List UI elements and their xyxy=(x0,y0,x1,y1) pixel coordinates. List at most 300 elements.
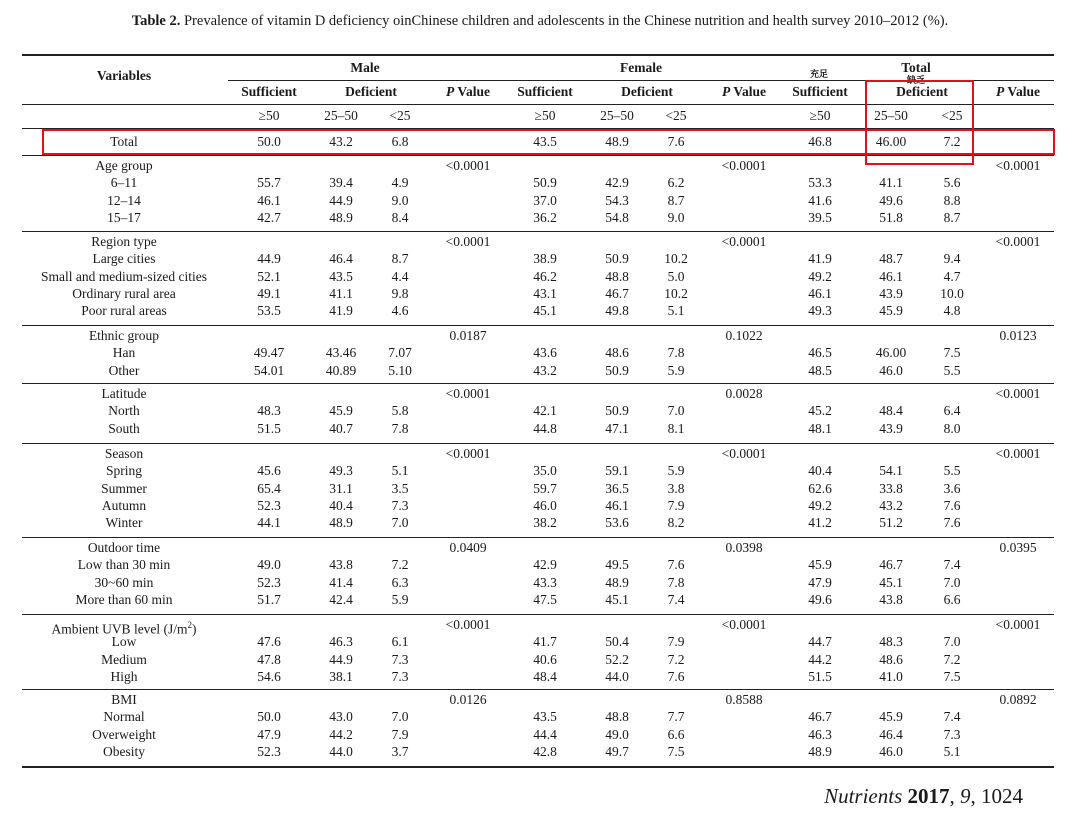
male-pvalue-header: P Value xyxy=(446,84,490,99)
data-row-3-2-variable: South xyxy=(108,420,140,436)
male-ge50: ≥50 xyxy=(258,108,280,123)
data-row-0-2-female-sufficient: 37.0 xyxy=(533,192,557,208)
data-row-6-1-female-25-50: 50.4 xyxy=(605,634,629,650)
data-row-1-4-female-lt25: 5.1 xyxy=(667,303,685,319)
data-row-1-2-total-lt25: 4.7 xyxy=(943,268,961,284)
journal-volume: 9 xyxy=(960,784,971,808)
data-row-5-1-total-25-50: 46.7 xyxy=(879,557,903,573)
data-row-6-2-variable: Medium xyxy=(101,651,147,667)
data-row-6-1-total-lt25: 7.0 xyxy=(943,634,961,650)
data-row-4-2-total-lt25: 3.6 xyxy=(943,480,961,496)
data-row-7-1-female-25-50: 48.8 xyxy=(605,709,629,725)
data-row-2-1-female-25-50: 48.6 xyxy=(605,345,629,361)
data-row-1-3-female-lt25: 10.2 xyxy=(664,285,688,301)
data-row-6-3-total-lt25: 7.5 xyxy=(943,668,961,684)
data-row-4-2-total-25-50: 33.8 xyxy=(879,480,903,496)
data-row-1-4-male-lt25: 4.6 xyxy=(391,303,409,319)
group-header-2-0-variable: Ethnic group xyxy=(88,328,160,343)
data-row-1-4-variable: Poor rural areas xyxy=(81,303,167,319)
data-row-0-2-total-sufficient: 41.6 xyxy=(808,192,832,208)
data-row-5-3-female-sufficient: 47.5 xyxy=(533,591,557,607)
data-row-4-4-female-lt25: 8.2 xyxy=(667,515,685,531)
data-row-2-1-male-25-50: 43.46 xyxy=(325,345,357,361)
total-row-male-sufficient: 50.0 xyxy=(257,134,281,149)
data-row-1-2-total-25-50: 46.1 xyxy=(879,268,903,284)
data-row-5-2-female-sufficient: 43.3 xyxy=(533,574,557,590)
data-row-1-2-male-25-50: 43.5 xyxy=(329,268,353,284)
data-row-0-1-male-lt25: 4.9 xyxy=(391,175,409,191)
data-row-5-2-variable: 30~60 min xyxy=(94,574,154,590)
group-header-7-0-total-p-value: 0.0892 xyxy=(999,692,1037,707)
group-divider xyxy=(22,443,1054,444)
data-row-2-1-total-sufficient: 46.5 xyxy=(808,345,832,361)
group-header-4-0-variable: Season xyxy=(104,446,144,461)
group-divider xyxy=(22,537,1054,538)
header-total: Total xyxy=(901,60,931,75)
data-row-5-1-male-25-50: 43.8 xyxy=(329,557,353,573)
data-row-2-1-total-lt25: 7.5 xyxy=(943,345,961,361)
data-row-4-4-male-25-50: 48.9 xyxy=(329,515,353,531)
header-male: Male xyxy=(350,60,380,75)
data-row-4-3-total-25-50: 43.2 xyxy=(879,497,903,513)
data-row-7-2-total-sufficient: 46.3 xyxy=(808,726,832,742)
group-header-6-0-male-p-value: <0.0001 xyxy=(445,617,491,632)
group-header-3-0-total-p-value: <0.0001 xyxy=(995,386,1041,401)
data-row-3-2-total-25-50: 43.9 xyxy=(879,420,903,436)
data-row-3-2-female-sufficient: 44.8 xyxy=(533,420,557,436)
data-row-0-2-variable: 12–14 xyxy=(107,192,141,208)
data-row-5-2-total-sufficient: 47.9 xyxy=(808,574,832,590)
data-row-1-1-total-lt25: 9.4 xyxy=(943,251,961,267)
caption-text: Prevalence of vitamin D deficiency oinChinese children and adolescents in the Chinese nutrition and health survey 2010–2012 (%). xyxy=(183,13,949,29)
data-row-6-3-total-sufficient: 51.5 xyxy=(808,668,832,684)
total-pvalue-header: P Value xyxy=(996,84,1040,99)
group-header-2-0-female-p-value: 0.1022 xyxy=(725,328,763,343)
data-row-0-1-female-sufficient: 50.9 xyxy=(533,175,557,191)
data-row-1-2-total-sufficient: 49.2 xyxy=(808,268,832,284)
data-row-6-1-male-sufficient: 47.6 xyxy=(257,634,281,650)
data-row-2-1-total-25-50: 46.00 xyxy=(875,345,907,361)
data-row-7-3-male-sufficient: 52.3 xyxy=(257,743,281,759)
data-row-2-2-male-25-50: 40.89 xyxy=(325,362,357,378)
data-row-3-1-male-sufficient: 48.3 xyxy=(257,403,281,419)
group-header-1-0-total-p-value: <0.0001 xyxy=(995,234,1041,249)
data-row-4-2-total-sufficient: 62.6 xyxy=(808,480,832,496)
group-header-4-0-total-p-value: <0.0001 xyxy=(995,446,1041,461)
data-row-4-2-female-lt25: 3.8 xyxy=(667,480,685,496)
data-row-7-1-male-lt25: 7.0 xyxy=(391,709,409,725)
data-row-5-3-total-25-50: 43.8 xyxy=(879,591,903,607)
female-deficient-header: Deficient xyxy=(621,84,673,99)
female-lt25: <25 xyxy=(665,108,687,123)
data-row-1-2-male-sufficient: 52.1 xyxy=(257,268,281,284)
group-header-1-0-female-p-value: <0.0001 xyxy=(721,234,767,249)
data-row-0-2-total-25-50: 49.6 xyxy=(879,192,903,208)
data-row-4-2-variable: Summer xyxy=(101,480,147,496)
data-row-4-1-male-25-50: 49.3 xyxy=(329,463,353,479)
data-row-1-4-total-lt25: 4.8 xyxy=(943,303,961,319)
data-row-0-3-female-lt25: 9.0 xyxy=(667,209,685,225)
total-row-total-25-50: 46.00 xyxy=(875,134,907,149)
data-row-1-2-male-lt25: 4.4 xyxy=(391,268,409,284)
data-row-4-1-male-lt25: 5.1 xyxy=(391,463,409,479)
data-row-4-4-total-25-50: 51.2 xyxy=(879,515,903,531)
data-row-1-1-male-sufficient: 44.9 xyxy=(257,251,281,267)
group-header-3-0-male-p-value: <0.0001 xyxy=(445,386,491,401)
data-row-1-3-variable: Ordinary rural area xyxy=(72,285,176,301)
data-row-6-1-total-25-50: 48.3 xyxy=(879,634,903,650)
data-row-7-2-male-25-50: 44.2 xyxy=(329,726,353,742)
data-row-5-3-male-25-50: 42.4 xyxy=(329,591,353,607)
data-row-5-2-male-sufficient: 52.3 xyxy=(257,574,281,590)
data-row-1-4-male-sufficient: 53.5 xyxy=(257,303,281,319)
data-row-4-3-total-lt25: 7.6 xyxy=(943,497,961,513)
data-row-4-4-male-lt25: 7.0 xyxy=(391,515,409,531)
data-row-1-3-total-sufficient: 46.1 xyxy=(808,285,832,301)
data-row-1-1-female-25-50: 50.9 xyxy=(605,251,629,267)
data-row-3-2-male-sufficient: 51.5 xyxy=(257,420,281,436)
data-row-7-2-total-25-50: 46.4 xyxy=(879,726,903,742)
male-25-50: 25–50 xyxy=(324,108,358,123)
data-row-4-3-male-sufficient: 52.3 xyxy=(257,497,281,513)
total-row-total-sufficient: 46.8 xyxy=(808,134,832,149)
journal-name: Nutrients xyxy=(824,784,903,808)
data-row-6-1-male-25-50: 46.3 xyxy=(329,634,353,650)
annotation-sufficient: 充足 xyxy=(809,70,829,80)
data-row-0-1-male-25-50: 39.4 xyxy=(329,175,353,191)
data-row-6-2-male-25-50: 44.9 xyxy=(329,651,353,667)
data-row-3-1-total-25-50: 48.4 xyxy=(879,403,903,419)
data-row-7-3-male-lt25: 3.7 xyxy=(391,743,409,759)
group-header-2-0-total-p-value: 0.0123 xyxy=(999,328,1037,343)
data-row-0-1-variable: 6–11 xyxy=(110,175,138,191)
group-header-3-0-variable: Latitude xyxy=(101,386,147,401)
data-row-0-3-total-25-50: 51.8 xyxy=(879,209,903,225)
data-row-7-2-variable: Overweight xyxy=(92,726,156,742)
data-row-6-2-male-lt25: 7.3 xyxy=(391,651,409,667)
data-row-1-3-total-25-50: 43.9 xyxy=(879,285,903,301)
data-row-6-3-male-sufficient: 54.6 xyxy=(257,668,281,684)
group-header-5-0-male-p-value: 0.0409 xyxy=(449,540,487,555)
annotation-deficient: 缺乏 xyxy=(906,76,926,86)
data-row-7-2-male-lt25: 7.9 xyxy=(391,726,409,742)
data-row-3-2-total-sufficient: 48.1 xyxy=(808,420,832,436)
data-row-1-4-total-25-50: 45.9 xyxy=(879,303,903,319)
male-deficient-header: Deficient xyxy=(345,84,397,99)
group-header-4-0-male-p-value: <0.0001 xyxy=(445,446,491,461)
journal-year: 2017 xyxy=(907,784,950,808)
data-row-7-3-variable: Obesity xyxy=(103,743,145,759)
data-row-6-3-variable: High xyxy=(110,668,138,684)
group-header-0-0-total-p-value: <0.0001 xyxy=(995,158,1041,173)
data-row-0-3-female-sufficient: 36.2 xyxy=(533,209,557,225)
data-row-3-2-female-lt25: 8.1 xyxy=(667,420,685,436)
data-row-5-3-female-lt25: 7.4 xyxy=(667,591,685,607)
data-row-1-1-female-lt25: 10.2 xyxy=(664,251,688,267)
data-row-0-1-male-sufficient: 55.7 xyxy=(257,175,281,191)
group-header-1-0-variable: Region type xyxy=(91,234,157,249)
group-header-7-0-variable: BMI xyxy=(111,692,137,707)
data-row-0-2-female-25-50: 54.3 xyxy=(605,192,629,208)
data-row-3-2-male-lt25: 7.8 xyxy=(391,420,409,436)
data-row-4-3-variable: Autumn xyxy=(101,497,147,513)
data-row-6-1-female-sufficient: 41.7 xyxy=(533,634,557,650)
data-row-3-1-total-lt25: 6.4 xyxy=(943,403,961,419)
group-divider xyxy=(22,325,1054,326)
total-row-variable: Total xyxy=(110,134,138,149)
data-row-7-2-female-sufficient: 44.4 xyxy=(533,726,557,742)
data-row-4-1-female-25-50: 59.1 xyxy=(605,463,629,479)
total-sufficient-header: Sufficient xyxy=(792,84,848,99)
data-row-6-3-female-25-50: 44.0 xyxy=(605,668,629,684)
total-row-female-sufficient: 43.5 xyxy=(533,134,557,149)
data-row-4-2-female-25-50: 36.5 xyxy=(605,480,629,496)
group-divider xyxy=(22,614,1054,615)
data-row-0-1-female-lt25: 6.2 xyxy=(667,175,685,191)
data-row-5-2-female-25-50: 48.9 xyxy=(605,574,629,590)
data-row-7-1-female-sufficient: 43.5 xyxy=(533,709,557,725)
data-row-7-1-total-25-50: 45.9 xyxy=(879,709,903,725)
data-row-0-2-total-lt25: 8.8 xyxy=(943,192,961,208)
data-row-3-1-variable: North xyxy=(108,403,140,419)
data-row-4-3-male-lt25: 7.3 xyxy=(391,497,409,513)
data-row-0-2-male-lt25: 9.0 xyxy=(391,192,409,208)
data-row-5-1-male-sufficient: 49.0 xyxy=(257,557,281,573)
data-row-1-1-total-sufficient: 41.9 xyxy=(808,251,832,267)
data-row-4-3-female-lt25: 7.9 xyxy=(667,497,685,513)
data-row-1-3-female-sufficient: 43.1 xyxy=(533,285,557,301)
data-row-1-3-male-lt25: 9.8 xyxy=(391,285,409,301)
female-ge50: ≥50 xyxy=(534,108,556,123)
header-female: Female xyxy=(620,60,662,75)
data-row-0-3-male-lt25: 8.4 xyxy=(391,209,409,225)
data-row-2-2-male-lt25: 5.10 xyxy=(388,362,412,378)
data-row-4-1-total-lt25: 5.5 xyxy=(943,463,961,479)
data-row-4-3-male-25-50: 40.4 xyxy=(329,497,353,513)
data-row-7-1-total-lt25: 7.4 xyxy=(943,709,961,725)
group-divider xyxy=(22,383,1054,384)
data-row-2-1-male-sufficient: 49.47 xyxy=(253,345,285,361)
data-row-4-1-female-sufficient: 35.0 xyxy=(533,463,557,479)
data-row-2-2-variable: Other xyxy=(108,362,140,378)
data-row-6-2-male-sufficient: 47.8 xyxy=(257,651,281,667)
group-divider xyxy=(22,689,1054,690)
total-25-50: 25–50 xyxy=(874,108,908,123)
total-row-male-lt25: 6.8 xyxy=(391,134,409,149)
header-variables: Variables xyxy=(96,68,152,83)
data-row-5-3-variable: More than 60 min xyxy=(75,591,173,607)
data-row-4-4-male-sufficient: 44.1 xyxy=(257,515,281,531)
data-row-3-2-male-25-50: 40.7 xyxy=(329,420,353,436)
data-row-7-3-male-25-50: 44.0 xyxy=(329,743,353,759)
data-row-5-1-female-25-50: 49.5 xyxy=(605,557,629,573)
data-row-4-2-male-25-50: 31.1 xyxy=(329,480,353,496)
data-row-2-1-male-lt25: 7.07 xyxy=(388,345,412,361)
data-row-6-2-total-lt25: 7.2 xyxy=(943,651,961,667)
data-row-5-1-total-lt25: 7.4 xyxy=(943,557,961,573)
data-row-5-3-male-sufficient: 51.7 xyxy=(257,591,281,607)
total-row-female-lt25: 7.6 xyxy=(667,134,685,149)
data-row-1-1-male-lt25: 8.7 xyxy=(391,251,409,267)
data-row-1-3-male-sufficient: 49.1 xyxy=(257,285,281,301)
data-row-5-3-male-lt25: 5.9 xyxy=(391,591,409,607)
data-row-5-1-female-lt25: 7.6 xyxy=(667,557,685,573)
data-row-6-2-total-sufficient: 44.2 xyxy=(808,651,832,667)
caption-label: Table 2. xyxy=(131,13,181,29)
data-row-7-3-female-25-50: 49.7 xyxy=(605,743,629,759)
data-row-4-2-female-sufficient: 59.7 xyxy=(533,480,557,496)
data-row-3-1-female-lt25: 7.0 xyxy=(667,403,685,419)
data-row-0-3-total-lt25: 8.7 xyxy=(943,209,961,225)
data-row-5-2-male-25-50: 41.4 xyxy=(329,574,353,590)
data-row-0-3-female-25-50: 54.8 xyxy=(605,209,629,225)
data-row-7-2-total-lt25: 7.3 xyxy=(943,726,961,742)
group-header-6-0-total-p-value: <0.0001 xyxy=(995,617,1041,632)
data-row-1-2-variable: Small and medium-sized cities xyxy=(40,268,208,284)
data-row-6-2-total-25-50: 48.6 xyxy=(879,651,903,667)
highlight-total-row xyxy=(42,129,1055,155)
journal-footer: Nutrients 2017, 9, 1024 xyxy=(824,784,1023,808)
data-row-2-1-variable: Han xyxy=(112,345,136,361)
data-row-5-1-male-lt25: 7.2 xyxy=(391,557,409,573)
data-row-1-1-total-25-50: 48.7 xyxy=(879,251,903,267)
data-row-1-4-total-sufficient: 49.3 xyxy=(808,303,832,319)
data-row-4-4-total-sufficient: 41.2 xyxy=(808,515,832,531)
top-rule xyxy=(22,54,1054,56)
data-row-7-3-female-lt25: 7.5 xyxy=(667,743,685,759)
table-caption xyxy=(0,13,1080,30)
group-header-0-0-variable: Age group xyxy=(95,158,153,173)
data-row-2-1-female-sufficient: 43.6 xyxy=(533,345,557,361)
data-row-4-3-female-25-50: 46.1 xyxy=(605,497,629,513)
data-row-7-1-female-lt25: 7.7 xyxy=(667,709,685,725)
data-row-0-3-male-25-50: 48.9 xyxy=(329,209,353,225)
data-row-1-3-female-25-50: 46.7 xyxy=(605,285,629,301)
data-row-6-1-female-lt25: 7.9 xyxy=(667,634,685,650)
data-row-3-1-female-25-50: 50.9 xyxy=(605,403,629,419)
data-row-6-2-female-25-50: 52.2 xyxy=(605,651,629,667)
data-row-3-1-female-sufficient: 42.1 xyxy=(533,403,557,419)
data-row-5-1-female-sufficient: 42.9 xyxy=(533,557,557,573)
data-row-7-2-female-lt25: 6.6 xyxy=(667,726,685,742)
data-row-3-2-total-lt25: 8.0 xyxy=(943,420,961,436)
data-row-1-4-female-sufficient: 45.1 xyxy=(533,303,557,319)
data-row-6-1-variable: Low xyxy=(111,634,137,650)
data-row-1-1-variable: Large cities xyxy=(92,251,156,267)
data-row-4-4-female-sufficient: 38.2 xyxy=(533,515,557,531)
data-row-6-3-total-25-50: 41.0 xyxy=(879,668,903,684)
data-row-7-3-total-lt25: 5.1 xyxy=(943,743,961,759)
data-row-1-1-female-sufficient: 38.9 xyxy=(533,251,557,267)
data-row-0-2-male-25-50: 44.9 xyxy=(329,192,353,208)
total-ge50: ≥50 xyxy=(809,108,831,123)
data-row-6-3-male-25-50: 38.1 xyxy=(329,668,353,684)
data-row-6-2-female-sufficient: 40.6 xyxy=(533,651,557,667)
group-header-5-0-female-p-value: 0.0398 xyxy=(725,540,763,555)
female-pvalue-header: P Value xyxy=(722,84,766,99)
data-row-5-1-total-sufficient: 45.9 xyxy=(808,557,832,573)
data-row-6-1-male-lt25: 6.1 xyxy=(391,634,409,650)
total-lt25: <25 xyxy=(941,108,963,123)
data-row-4-1-female-lt25: 5.9 xyxy=(667,463,685,479)
data-row-1-3-total-lt25: 10.0 xyxy=(940,285,964,301)
total-deficient-header: Deficient xyxy=(896,84,948,99)
total-row-female-25-50: 48.9 xyxy=(605,134,629,149)
group-header-1-0-male-p-value: <0.0001 xyxy=(445,234,491,249)
group-header-0-0-male-p-value: <0.0001 xyxy=(445,158,491,173)
data-row-0-3-total-sufficient: 39.5 xyxy=(808,209,832,225)
data-row-6-3-female-sufficient: 48.4 xyxy=(533,668,557,684)
female-25-50: 25–50 xyxy=(600,108,634,123)
bottom-rule xyxy=(22,766,1054,768)
group-header-2-0-male-p-value: 0.0187 xyxy=(449,328,487,343)
data-row-7-2-female-25-50: 49.0 xyxy=(605,726,629,742)
data-row-5-2-female-lt25: 7.8 xyxy=(667,574,685,590)
group-header-6-0-variable: Ambient UVB level $(J/m^2)$ xyxy=(51,620,197,637)
data-row-0-1-total-sufficient: 53.3 xyxy=(808,175,832,191)
group-divider xyxy=(22,231,1054,232)
data-row-0-1-total-25-50: 41.1 xyxy=(879,175,903,191)
data-row-5-3-female-25-50: 45.1 xyxy=(605,591,629,607)
data-row-6-3-male-lt25: 7.3 xyxy=(391,668,409,684)
data-row-7-1-male-25-50: 43.0 xyxy=(329,709,353,725)
group-header-5-0-total-p-value: 0.0395 xyxy=(999,540,1037,555)
data-row-7-3-total-25-50: 46.0 xyxy=(879,743,903,759)
data-row-4-1-male-sufficient: 45.6 xyxy=(257,463,281,479)
data-row-6-2-female-lt25: 7.2 xyxy=(667,651,685,667)
journal-page: 1024 xyxy=(981,784,1023,808)
data-row-7-1-total-sufficient: 46.7 xyxy=(808,709,832,725)
group-header-3-0-female-p-value: 0.0028 xyxy=(725,386,763,401)
data-row-4-1-total-sufficient: 40.4 xyxy=(808,463,832,479)
total-row-male-25-50: 43.2 xyxy=(329,134,353,149)
data-row-5-2-total-25-50: 45.1 xyxy=(879,574,903,590)
data-row-4-1-total-25-50: 54.1 xyxy=(879,463,903,479)
data-row-4-2-male-lt25: 3.5 xyxy=(391,480,409,496)
data-row-4-1-variable: Spring xyxy=(105,463,143,479)
data-row-4-4-total-lt25: 7.6 xyxy=(943,515,961,531)
data-row-7-1-male-sufficient: 50.0 xyxy=(257,709,281,725)
data-row-0-2-female-lt25: 8.7 xyxy=(667,192,685,208)
group-header-7-0-male-p-value: 0.0126 xyxy=(449,692,487,707)
group-header-0-0-female-p-value: <0.0001 xyxy=(721,158,767,173)
data-row-6-3-female-lt25: 7.6 xyxy=(667,668,685,684)
data-row-1-4-female-25-50: 49.8 xyxy=(605,303,629,319)
data-row-7-3-female-sufficient: 42.8 xyxy=(533,743,557,759)
data-row-7-1-variable: Normal xyxy=(103,709,145,725)
total-row-total-lt25: 7.2 xyxy=(943,134,961,149)
data-row-2-2-total-25-50: 46.0 xyxy=(879,362,903,378)
data-row-3-1-total-sufficient: 45.2 xyxy=(808,403,832,419)
data-row-5-3-total-sufficient: 49.6 xyxy=(808,591,832,607)
female-sufficient-header: Sufficient xyxy=(517,84,573,99)
data-row-4-4-variable: Winter xyxy=(105,515,143,531)
data-row-1-3-male-25-50: 41.1 xyxy=(329,285,353,301)
data-row-1-2-female-sufficient: 46.2 xyxy=(533,268,557,284)
group-header-6-0-female-p-value: <0.0001 xyxy=(721,617,767,632)
data-row-4-2-male-sufficient: 65.4 xyxy=(257,480,281,496)
group-header-5-0-variable: Outdoor time xyxy=(87,540,161,555)
data-row-5-3-total-lt25: 6.6 xyxy=(943,591,961,607)
group-header-7-0-female-p-value: 0.8588 xyxy=(725,692,763,707)
data-row-1-2-female-25-50: 48.8 xyxy=(605,268,629,284)
male-sufficient-header: Sufficient xyxy=(241,84,297,99)
data-row-1-4-male-25-50: 41.9 xyxy=(329,303,353,319)
data-row-5-1-variable: Low than 30 min xyxy=(77,557,171,573)
data-row-1-1-male-25-50: 46.4 xyxy=(329,251,353,267)
male-lt25: <25 xyxy=(389,108,411,123)
group-header-4-0-female-p-value: <0.0001 xyxy=(721,446,767,461)
